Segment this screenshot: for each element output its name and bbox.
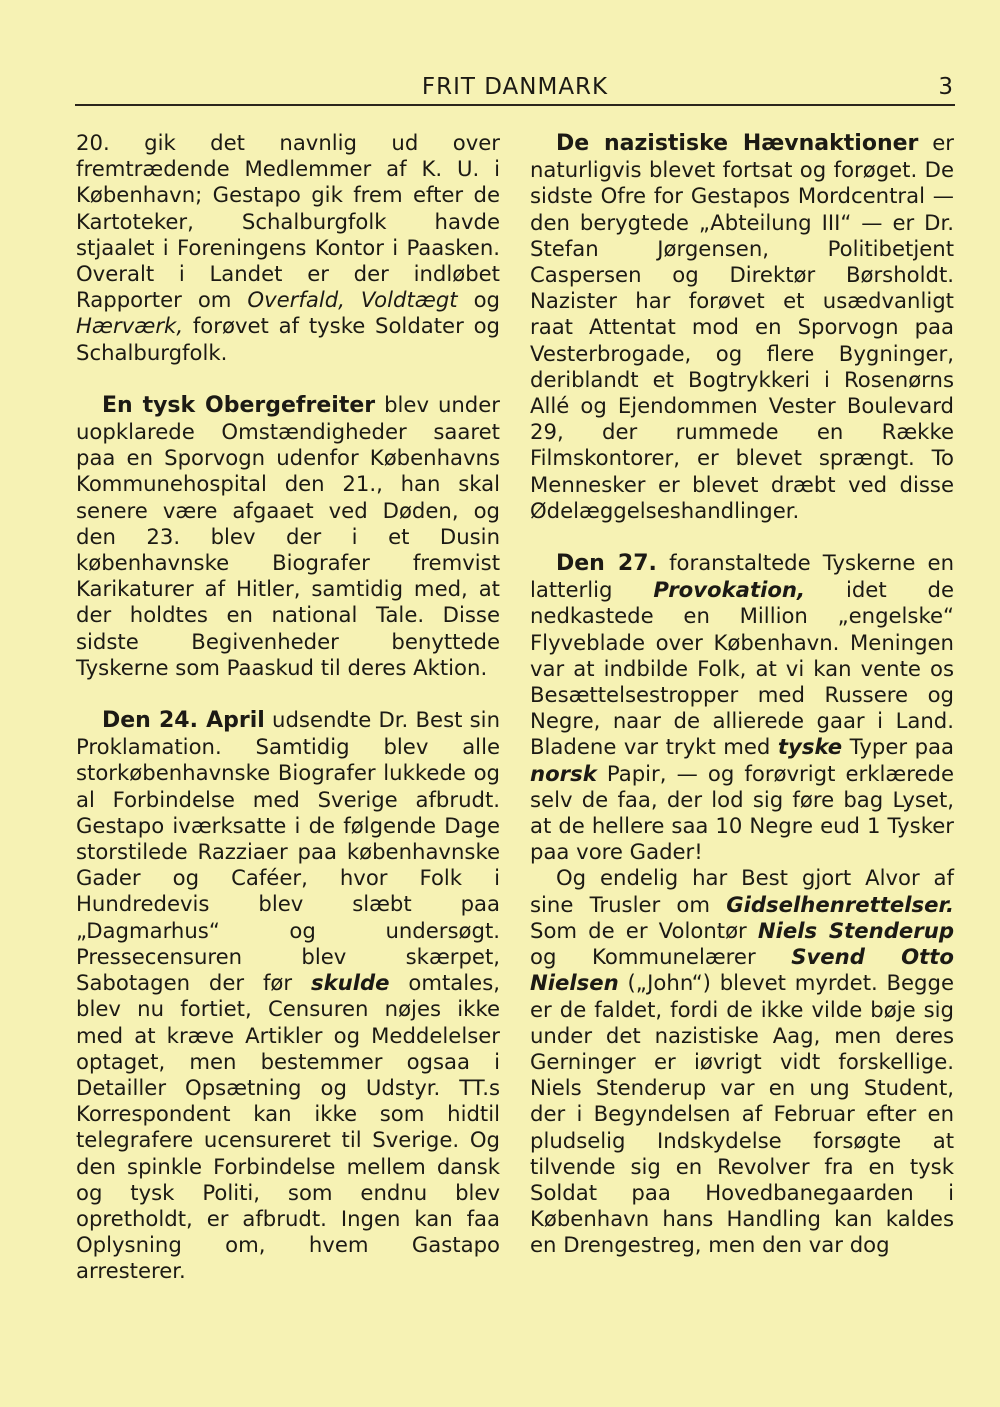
paragraph-24-april <box>76 707 500 1284</box>
emphasis: tyske <box>777 734 843 760</box>
paragraph-haevnaktioner <box>530 130 954 524</box>
text-run: Som de er Volontør <box>530 917 758 943</box>
text-run: Typer paa <box>842 734 954 760</box>
emphasis: Niels Stenderup <box>757 917 954 943</box>
paragraph-lead: Den 24. April <box>102 708 265 734</box>
emphasis: Svend Otto Nielsen <box>530 944 954 996</box>
text-run: („John“) blevet myrdet. Begge er de faldet, fordi de ikke vilde bøje sig under det nazistiske Aag, men deres Gerninger er iøvrigt vidt forskellige. Niels Stenderup var en ung Student, der i Begyndelsen af Februar efter en pludselig Indskydelse forsøgte at tilvende sig en Revolver fra en tysk Soldat paa Hovedbanegaarden i København hans Handling kan kaldes en Drengestreg, men den var dog <box>530 970 954 1258</box>
emphasis: Provokation, <box>653 577 806 603</box>
text-run: er naturligvis blevet fortsat og forøget. De sidste Ofre for Gestapos Mordcentral — den berygtede „Abteilung III“ — er Dr. Stefan Jørgensen, Politibetjent Caspersen og Direktør Børsholdt. Nazister har forøvet et usædvanligt raat Attentat mod en Sporvogn paa Vesterbrogade, og flere Bygninger, deriblandt et Bogtrykkeri i Rosenørns Allé og Ejendommen Vester Boulevard 29, der rummede en Række Filmskontorer, er blevet sprængt. To Mennesker er blevet dræbt ved disse Ødelæggelseshandlinger. <box>530 130 954 523</box>
text-run: Og endelig har Best gjort Alvor af sine Trusler om <box>530 865 954 917</box>
header-rule <box>75 104 955 106</box>
paragraph-kartoteker <box>76 130 500 366</box>
paragraph-lead: De nazistiske Hævnaktioner <box>556 131 919 156</box>
emphasis: norsk <box>530 760 597 786</box>
emphasis: Hærværk, <box>76 313 184 339</box>
emphasis: Voldtægt <box>360 287 458 313</box>
page-header <box>75 72 955 102</box>
emphasis: Gidselhenrettelser. <box>726 891 954 917</box>
text-run: omtales, blev nu fortiet, Censuren nøjes ikke med at kræve Artikler og Meddelelser optaget, men bestemmer ogsaa i Detailler Opsætning og Udstyr. TT.s Korrespondent kan ikke som hidtil telegrafere ucensureret til Sverige. Og den spinkle Forbindelse mellem dansk og tysk Politi, som endnu blev opretholdt, er afbrudt. Ingen kan faa Oplysning om, hvem Gastapo arresterer. <box>76 970 500 1284</box>
text-run: foranstaltede Tyskerne en latterlig <box>530 550 954 603</box>
text-run: og <box>457 287 500 313</box>
text-run: blev under uopklarede Omstændigheder saaret paa en Sporvogn udenfor Københavns Kommunehospital den 21., han skal senere være afgaaet ved Døden, og den 23. blev der i et Dusin københavnske Biografer fremvist Karikaturer af Hitler, samtidig med, at der holdtes en national Tale. Disse sidste Begivenheder benyttede Tyskerne som Paaskud til deres Aktion. <box>76 391 500 680</box>
text-run: idet de nedkastede en Million „engelske“ Flyveblade over København. Meningen var at indbilde Folk, at vi kan vente os Besættelsestropper med Russere og Negre, naar de allierede gaar i Land. Bladene var trykt med <box>530 577 954 760</box>
left-column <box>76 130 500 1285</box>
text-run: og Kommunelærer <box>530 944 792 970</box>
right-column <box>530 130 954 1259</box>
paragraph-lead: Den 27. <box>556 551 657 577</box>
paragraph-obergefreiter <box>76 392 500 681</box>
text-run: Papir, — og forøvrigt erklærede selv de faa, der lod sig føre bag Lyset, at de hellere saa 10 Negre eud 1 Tysker paa vore Gader! <box>530 760 954 865</box>
text-run: forøvet af tyske Soldater og Schalburgfolk. <box>76 313 500 365</box>
paragraph-gidselhenrettelser <box>530 865 954 1258</box>
masthead-title: FRIT DANMARK <box>421 74 609 100</box>
page-number: 3 <box>938 74 953 100</box>
text-run: udsendte Dr. Best sin Proklamation. Samtidig blev alle storkøbenhavnske Biografer lukkede og al Forbindelse med Sverige afbrudt. Gestapo iværksatte i de følgende Dage storstilede Razziaer paa københavnske Gader og Caféer, hvor Folk i Hundredevis blev slæbt paa „Dagmarhus“ og undersøgt. Pressecensuren blev skærpet, Sabotagen der før <box>76 707 500 996</box>
emphasis: skulde <box>310 970 390 996</box>
paragraph-lead: En tysk Obergefreiter <box>102 392 376 418</box>
text-run: 20. gik det navnlig ud over fremtrædende Medlemmer af K. U. i København; Gestapo gik frem efter de Kartoteker, Schalburgfolk havde stjaalet i Foreningens Kontor i Paasken. Overalt i Landet er der indløbet Rapporter om <box>76 130 500 313</box>
emphasis: Overfald, <box>247 287 345 313</box>
paragraph-den-27 <box>530 550 954 865</box>
